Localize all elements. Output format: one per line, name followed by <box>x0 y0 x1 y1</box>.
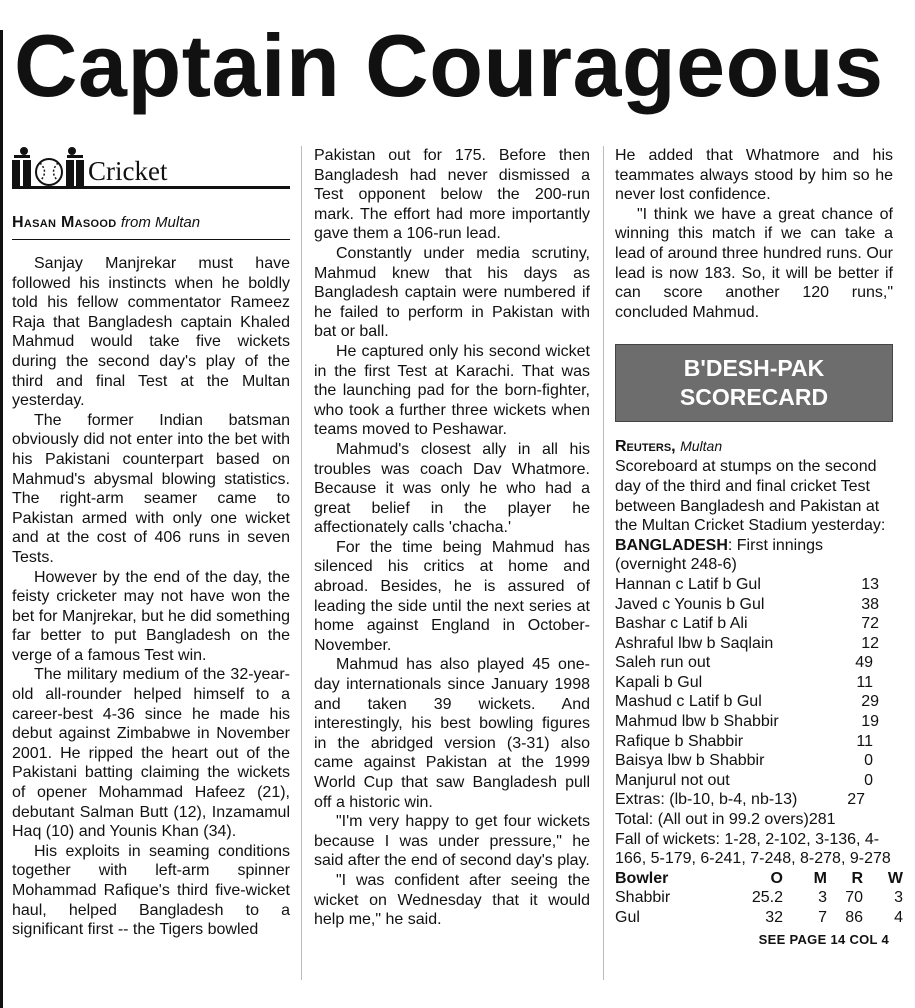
scorecard-byline <box>615 436 893 457</box>
batsman-dismissal: Javed c Younis b Gul <box>615 595 765 613</box>
batsman-dismissal: Baisya lbw b Shabbir <box>615 752 765 770</box>
batsman-dismissal: Manjurul not out <box>615 771 730 789</box>
article-paragraph: For the time being Mahmud has silenced his critics at home and abroad. Besides, he is assured of leading the side until the next series at home against England in October-November. <box>314 538 590 654</box>
column-divider <box>603 146 604 980</box>
bowling-header-cell: W <box>887 869 903 887</box>
extras-label: Extras: (lb-10, b-4, nb-13) <box>615 791 798 809</box>
article-paragraph: "I think we have a great chance of winning this match if we can take a lead of around three hundred runs. Our lead is now 183. So, it will be better if can score another 120 runs," concluded Mahmud. <box>615 205 893 321</box>
section-label: Cricket <box>88 156 168 186</box>
article-paragraph: Sanjay Manjrekar must have followed his instincts when he boldly told his fellow commentator Rameez Raja that Bangladesh captain Khaled Mahmud would take five wickets during the second day's play of the third and final Test at the Multan yesterday. <box>12 255 290 410</box>
batsman-runs: 72 <box>861 615 879 633</box>
scorecard <box>615 457 903 949</box>
bowling-header-cell: R <box>851 869 863 887</box>
innings-label: : First innings (overnight 248-6) <box>615 536 824 574</box>
scorecard-heading-box <box>615 344 893 422</box>
extras-row <box>615 790 893 810</box>
byline <box>12 213 290 240</box>
batsman-dismissal: Hannan c Latif b Gul <box>615 575 761 593</box>
batsman-runs: 19 <box>861 713 879 731</box>
batsman-runs: 0 <box>864 771 873 789</box>
batting-row <box>615 692 893 712</box>
bowling-row <box>615 888 903 908</box>
scorecard-title-line-1: B'DESH-PAK <box>683 355 825 382</box>
article-paragraph: Constantly under media scrutiny, Mahmud knew that his days as Bangladesh captain were numbered if he failed to perform in Pakistan with bat or ball. <box>314 244 590 341</box>
batsman-dismissal: Mahmud lbw b Shabbir <box>615 713 779 731</box>
bowling-header-cell: Bowler <box>615 869 669 887</box>
scorecard-agency-place: Multan <box>680 438 723 455</box>
batsman-runs: 49 <box>855 654 873 672</box>
article-paragraph: However by the end of the day, the feisty cricketer may not have won the bet for Manjrekar, but he did something far better to put Bangladesh on the verge of a famous Test win. <box>12 568 290 664</box>
article-paragraph: He added that Whatmore and his teammates always stood by him so he never lost confidence. <box>615 147 893 204</box>
bowler-overs: 32 <box>765 909 783 926</box>
scorecard-intro: Scoreboard at stumps on the second day of the third and final cricket Test between Bangladesh and Pakistan at the Multan Cricket Stadium yesterday: <box>615 458 886 535</box>
batsman-dismissal: Bashar c Latif b Ali <box>615 615 748 633</box>
article-body-1 <box>12 254 290 940</box>
batsman-runs: 13 <box>861 575 879 593</box>
batting-row <box>615 575 893 595</box>
batsman-runs: 11 <box>856 673 873 691</box>
article-column-1 <box>12 146 290 940</box>
left-column-rule <box>0 30 3 1008</box>
article-paragraph: "I was confident after seeing the wicket on Wednesday that it would help me," he said. <box>314 871 590 929</box>
section-slug <box>12 146 290 189</box>
scorecard-agency: Reuters, <box>615 438 676 456</box>
article-paragraph: He captured only his second wicket in the first Test at Karachi. That was the launching pad for the born-fighter, who took a further three wickets when teams moved to Peshawar. <box>314 342 590 439</box>
batsman-runs: 12 <box>861 634 879 652</box>
fall-of-wickets: Fall of wickets: 1-28, 2-102, 3-136, 4-166, 5-179, 6-241, 7-248, 8-278, 9-278 <box>615 830 891 868</box>
article-paragraph: Mahmud's closest ally in all his troubles was coach Dav Whatmore. Because it was only he who had a great belief in the player he affectionately calls 'chacha.' <box>314 440 590 537</box>
bowling-header-cell: M <box>813 869 827 887</box>
batsman-dismissal: Rafique b Shabbir <box>615 732 744 750</box>
article-paragraph: Mahmud has also played 45 one-day internationals since January 1998 and taken 39 wickets. And interestingly, his best bowling figures in the abridged version (3-31) also came against Pakistan at the 1999 World Cup that saw Bangladesh pull off a historic win. <box>314 656 590 811</box>
batsman-runs: 38 <box>861 595 879 613</box>
scorecard-title-line-2: SCORECARD <box>679 384 829 411</box>
batting-row <box>615 751 893 771</box>
batting-row <box>615 634 893 654</box>
total-runs: 281 <box>808 811 836 829</box>
extras-runs: 27 <box>847 791 865 809</box>
batting-row <box>615 673 893 693</box>
bowling-header-cell: O <box>770 869 783 887</box>
batsman-runs: 11 <box>856 732 873 750</box>
bowler-name: Gul <box>615 909 640 926</box>
bowler-overs: 25.2 <box>751 889 783 907</box>
batting-row <box>615 732 893 752</box>
bowler-wickets: 4 <box>894 909 903 926</box>
batsman-dismissal: Kapali b Gul <box>615 673 703 691</box>
continued-jump-line: SEE PAGE 14 COL 4 <box>758 931 889 947</box>
bowler-maidens: 7 <box>818 909 827 926</box>
batting-row <box>615 653 893 673</box>
article-column-3 <box>615 146 903 949</box>
batsman-dismissal: Ashraful lbw b Saqlain <box>615 634 774 652</box>
batting-row <box>615 614 893 634</box>
article-column-2 <box>314 146 590 930</box>
batsman-runs: 29 <box>861 693 879 711</box>
batting-list <box>615 575 893 830</box>
article-paragraph: The military medium of the 32-year-old all-rounder helped himself to a career-best 4-36 since he made his debut against Zimbabwe in November 2001. He ripped the heart out of the Pakistani batting claiming the wickets of opener Mohammad Hafeez (21), debutant Salman Butt (12), Inzamamul Haq (10) and Younis Khan (34). <box>12 666 290 841</box>
article-paragraph: The former Indian batsman obviously did not enter into the bet with his Pakistani counterpart based on Mahmud's abysmal blowing statistics. The right-arm seamer came to Pakistan armed with only one wicket and at the cost of 406 runs in seven Tests. <box>12 411 290 566</box>
byline-place: from Multan <box>120 214 201 231</box>
bowling-row <box>615 908 903 928</box>
batting-row <box>615 595 893 615</box>
bowler-runs: 70 <box>845 889 863 907</box>
total-row <box>615 810 893 830</box>
total-label: Total: (All out in 99.2 overs) <box>615 811 809 829</box>
article-paragraph: His exploits in seaming conditions together with left-arm spinner Mohammad Rafique's third five-wicket haul, helped Bangladesh to a significant first -- the Tigers bowled <box>12 842 290 939</box>
bowler-wickets: 3 <box>894 889 903 907</box>
bowler-runs: 86 <box>845 909 863 926</box>
bowler-maidens: 3 <box>818 889 827 907</box>
headline: Captain Courageous <box>14 16 884 115</box>
team-name: BANGLADESH <box>615 536 728 554</box>
batsman-runs: 0 <box>864 752 873 770</box>
batting-row <box>615 771 893 791</box>
byline-author: Hasan Masood <box>12 214 117 231</box>
bowling-header <box>615 869 903 889</box>
batsman-dismissal: Mashud c Latif b Gul <box>615 693 762 711</box>
batting-row <box>615 712 893 732</box>
article-paragraph: Pakistan out for 175. Before then Bangladesh had never dismissed a Test opponent below the 200-run mark. The effort had more importantly gave them a 106-run lead. <box>314 147 590 243</box>
innings-heading <box>615 536 893 575</box>
batsman-dismissal: Saleh run out <box>615 654 711 672</box>
column-divider <box>301 146 302 980</box>
article-paragraph: "I'm very happy to get four wickets because I was under pressure," he said after the end of second day's play. <box>314 813 590 870</box>
bowler-name: Shabbir <box>615 889 671 907</box>
cricket-stumps-ball-icon <box>12 146 84 186</box>
